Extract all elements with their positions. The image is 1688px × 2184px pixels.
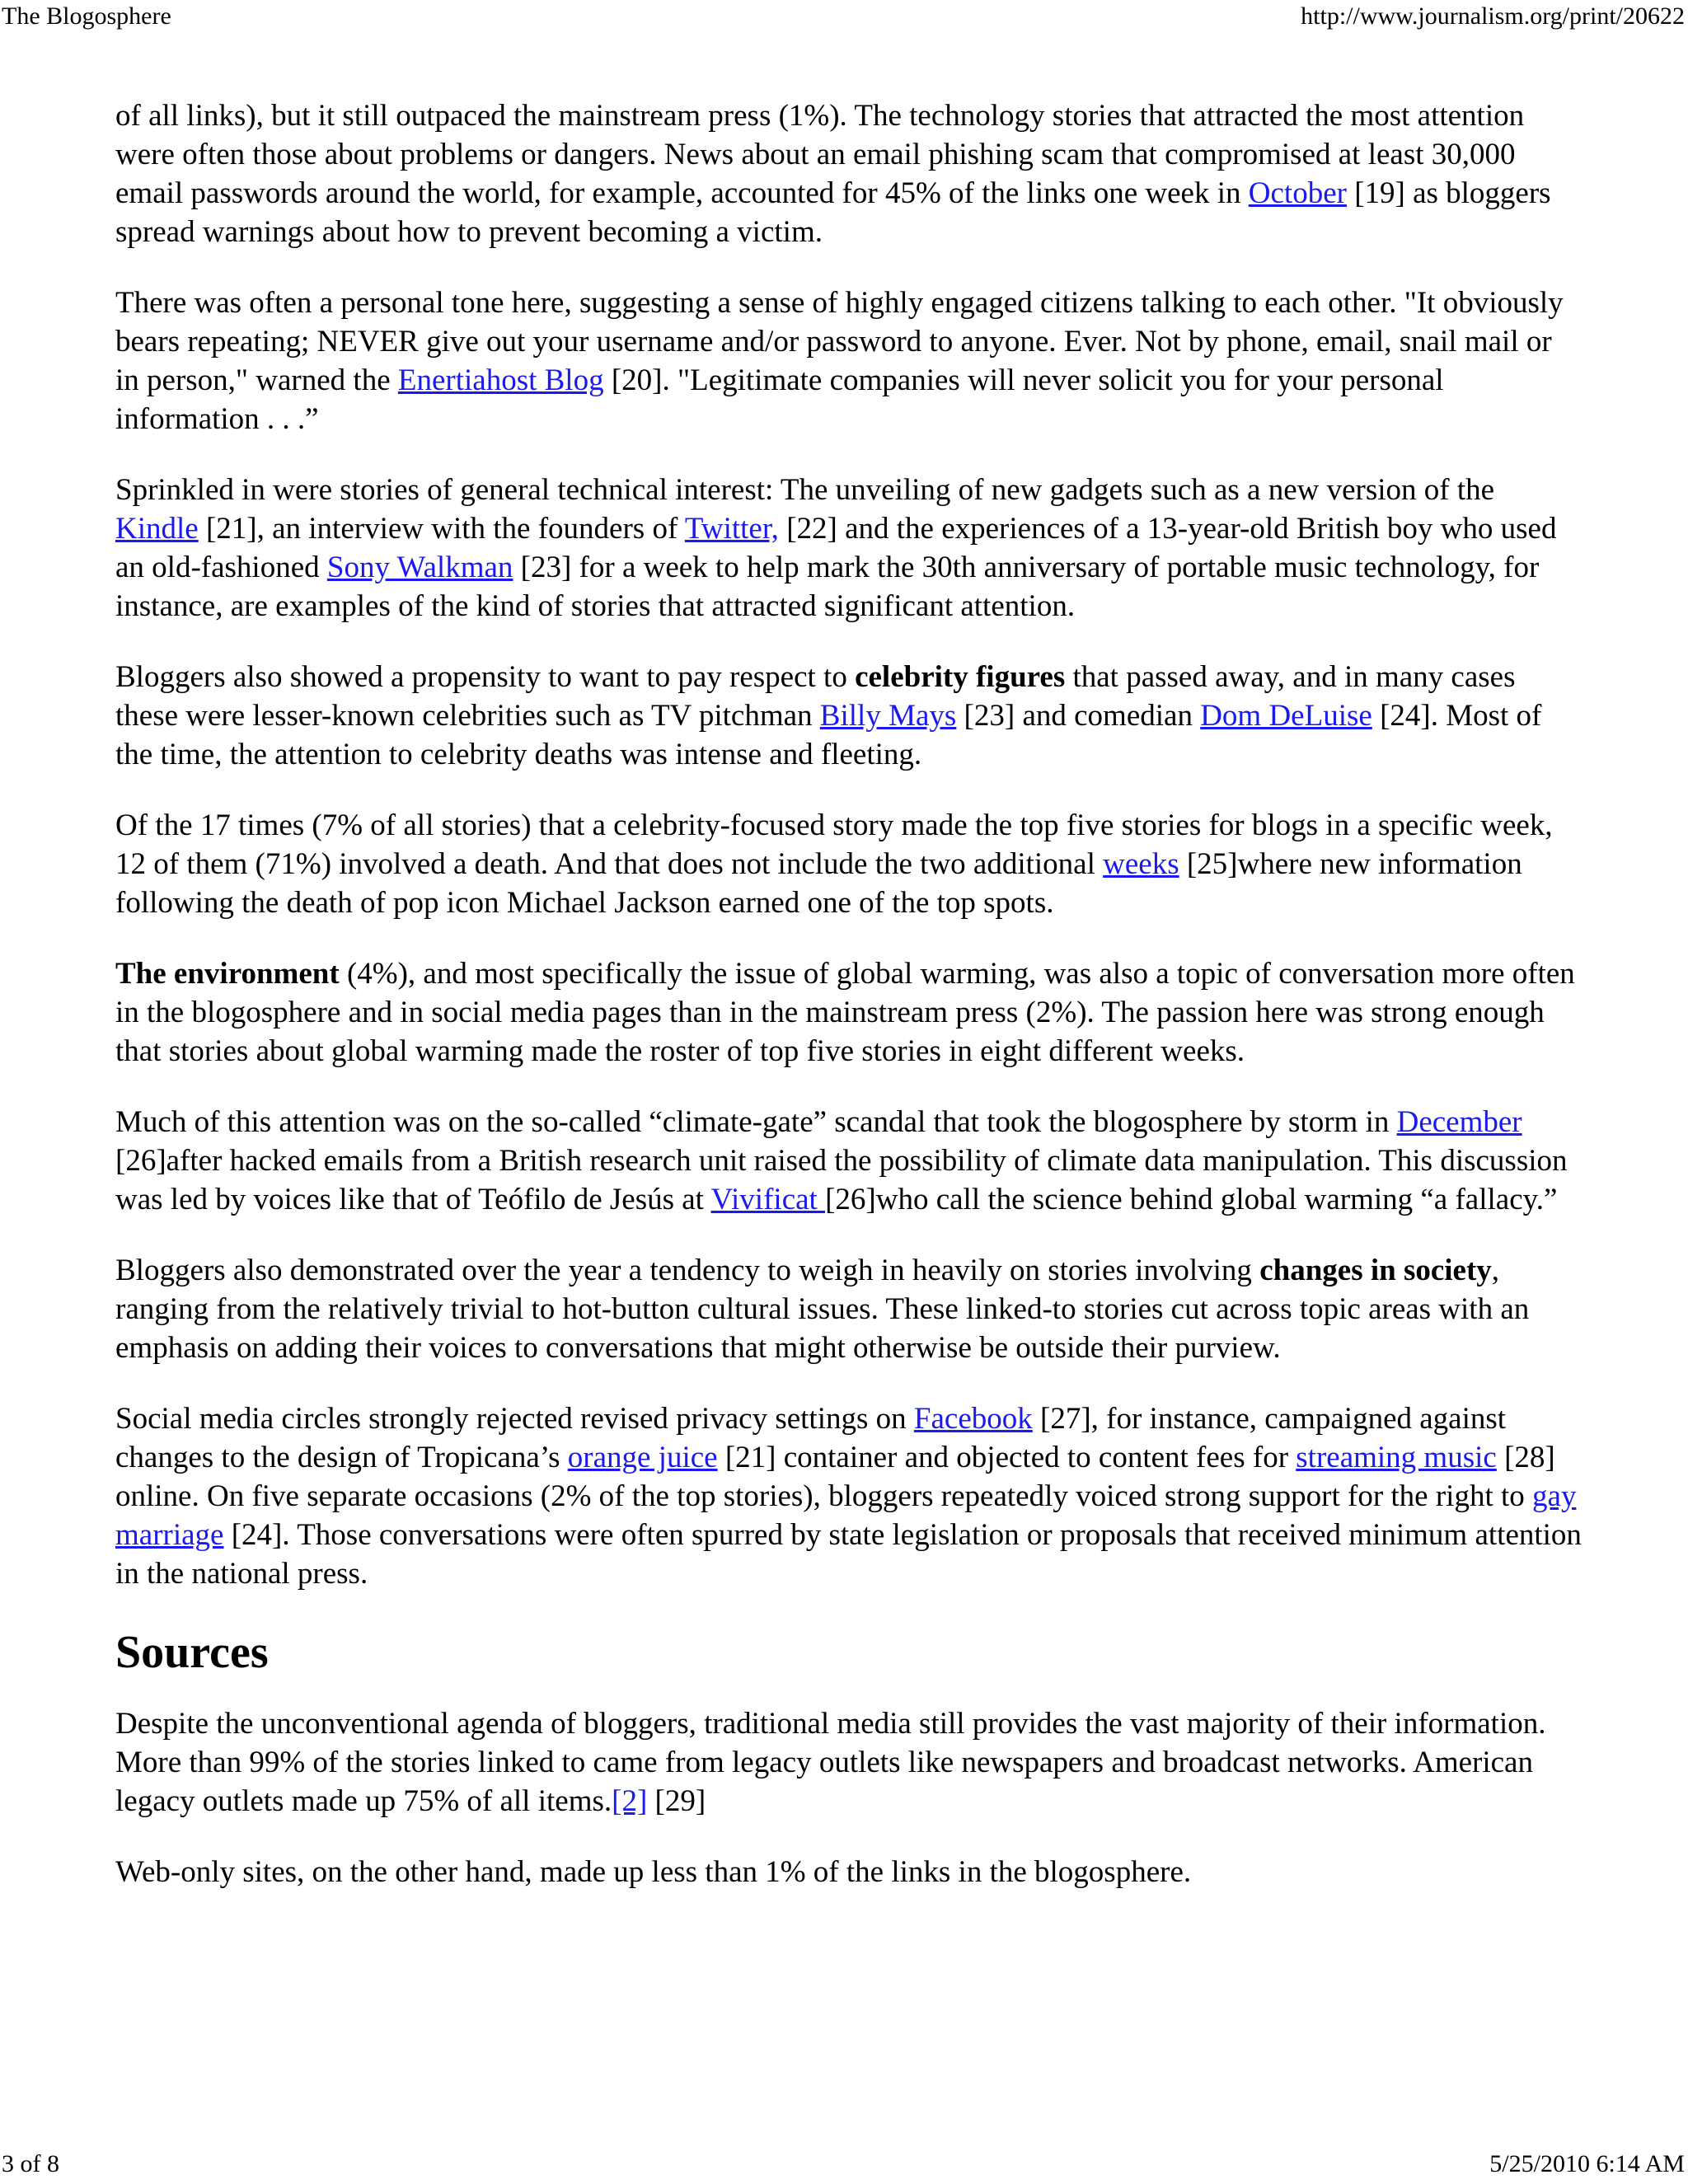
page-header-title: The Blogosphere (2, 2, 171, 30)
link-streaming-music[interactable]: streaming music (1296, 1441, 1497, 1474)
paragraph (115, 1399, 1582, 1593)
text-run: [20]. "Legitimate companies will never solicit you for your personal information . . .” (115, 363, 1444, 436)
text-run: Much of this attention was on the so-called “climate-gate” scandal that took the blogosphere by storm in (115, 1105, 1397, 1139)
text-run: Social media circles strongly rejected revised privacy settings on (115, 1402, 914, 1436)
text-run: Sprinkled in were stories of general technical interest: The unveiling of new gadgets such as a new version of the (115, 473, 1495, 507)
link-facebook[interactable]: Facebook (913, 1402, 1033, 1436)
text-run: [24]. Those conversations were often spurred by state legislation or proposals that received minimum attention in the national press. (115, 1518, 1582, 1591)
print-datetime: 5/25/2010 6:14 AM (1489, 2150, 1685, 2177)
text-run: [23] and comedian (956, 699, 1201, 733)
paragraph (115, 1103, 1582, 1219)
text-run: [29] (647, 1784, 706, 1818)
article-body (115, 96, 1582, 1924)
link-sony-walkman[interactable]: Sony Walkman (326, 551, 513, 584)
text-run: [25]where new information following the death of pop icon Michael Jackson earned one of the top spots. (115, 847, 1522, 920)
paragraph (115, 1251, 1582, 1367)
paragraph (115, 658, 1582, 774)
bold-text: The environment (115, 957, 340, 991)
text-run: [21], an interview with the founders of (198, 512, 685, 546)
text-run: Web-only sites, on the other hand, made up less than 1% of the links in the blogosphere. (115, 1855, 1192, 1889)
paragraph (115, 96, 1582, 251)
paragraph (115, 954, 1582, 1071)
text-run: Of the 17 times (7% of all stories) that a celebrity-focused story made the top five stories for blogs in a specific week, 12 of them (71%) involved a death. And that does not include the two additional (115, 808, 1553, 881)
text-run: There was often a personal tone here, suggesting a sense of highly engaged citizens talking to each other. "It obviously bears repeating; NEVER give out your username and/or password to anyone. Ever. Not by phone, email, snail mail or in person," warned the (115, 286, 1564, 397)
link-kindle[interactable]: Kindle (115, 512, 199, 546)
text-run: Bloggers also showed a propensity to want to pay respect to (115, 660, 856, 694)
link-dom-deluise[interactable]: Dom DeLuise (1200, 699, 1372, 733)
section-heading-sources: Sources (115, 1627, 269, 1678)
link-december[interactable]: December (1396, 1105, 1522, 1139)
text-run: [24]. Most of the time, the attention to celebrity deaths was intense and fleeting. (115, 699, 1542, 771)
text-run: [26]who call the science behind global warming “a fallacy.” (825, 1183, 1558, 1216)
article-paragraphs (115, 96, 1582, 1593)
text-run: Despite the unconventional agenda of bloggers, traditional media still provides the vast majority of their information. More than 99% of the stories linked to came from legacy outlets like newspapers and broadcast networks. American legacy outlets made up 75% of all items. (115, 1707, 1546, 1818)
link-twitter[interactable]: Twitter, (684, 512, 779, 546)
link-vivificat[interactable]: Vivificat (710, 1183, 826, 1216)
text-run: [22] and the experiences of a 13-year-old British boy who used an old-fashioned (115, 512, 1557, 584)
sources-paragraphs (115, 1704, 1582, 1891)
paragraph (115, 1853, 1582, 1891)
paragraph (115, 284, 1582, 438)
text-run: (4%), and most specifically the issue of global warming, was also a topic of conversation more often in the blogosphere and in social media pages than in the mainstream press (2%). The passion here was strong enough that stories about global warming made the roster of top five stories in eight different weeks. (115, 957, 1575, 1068)
paragraph (115, 1704, 1582, 1821)
text-run: of all links), but it still outpaced the mainstream press (1%). The technology stories that attracted the most attention were often those about problems or dangers. News about an email phishing scam that compromised at least 30,000 email passwords around the world, for example, accounted for 45% of the links one week in (115, 99, 1525, 210)
text-run: [28] online. On five separate occasions (2% of the top stories), bloggers repeatedly voiced strong support for the right to (115, 1441, 1555, 1513)
link-gay-marriage[interactable]: gay marriage (115, 1479, 1577, 1552)
link-october[interactable]: October (1248, 176, 1347, 210)
page-number: 3 of 8 (2, 2150, 59, 2177)
link-enertiahost-blog[interactable]: Enertiahost Blog (397, 363, 604, 397)
paragraph (115, 806, 1582, 922)
bold-text: celebrity figures (855, 660, 1066, 694)
link-billy-mays[interactable]: Billy Mays (819, 699, 957, 733)
link-weeks[interactable]: weeks (1103, 847, 1179, 881)
text-run: [27], for instance, campaigned against changes to the design of Tropicana’s (115, 1402, 1507, 1474)
bold-text: changes in society (1259, 1254, 1492, 1287)
text-run: [26]after hacked emails from a British research unit raised the possibility of climate data manipulation. This discussion was led by voices like that of Teófilo de Jesús at (115, 1144, 1568, 1216)
link-orange-juice[interactable]: orange juice (567, 1441, 718, 1474)
text-run: [19] as bloggers spread warnings about how to prevent becoming a victim. (115, 176, 1551, 249)
text-run: Bloggers also demonstrated over the year a tendency to weigh in heavily on stories involving (115, 1254, 1260, 1287)
link-2[interactable]: [2] (612, 1784, 648, 1818)
page-header-url: http://www.journalism.org/print/20622 (1301, 2, 1685, 30)
paragraph (115, 471, 1582, 626)
text-run: [23] for a week to help mark the 30th anniversary of portable music technology, for instance, are examples of the kind of stories that attracted significant attention. (115, 551, 1540, 623)
text-run: [21] container and objected to content fees for (717, 1441, 1296, 1474)
text-run: that passed away, and in many cases these were lesser-known celebrities such as TV pitchman (115, 660, 1516, 733)
text-run: , ranging from the relatively trivial to hot-button cultural issues. These linked-to stories cut across topic areas with an emphasis on adding their voices to conversations that might otherwise be outside their purview. (115, 1254, 1530, 1365)
